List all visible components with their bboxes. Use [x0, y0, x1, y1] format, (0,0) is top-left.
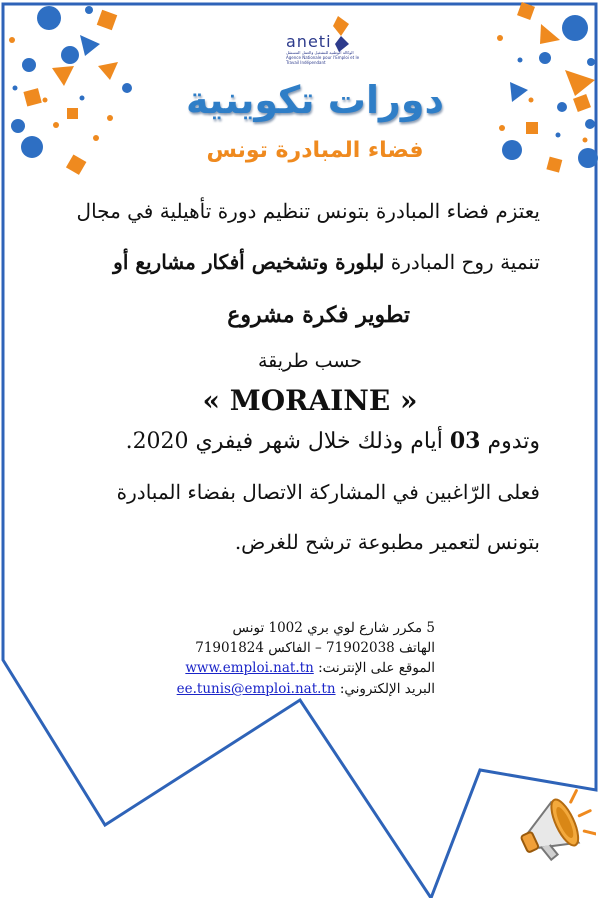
- confetti-top-right: [497, 2, 598, 173]
- body-line-2: [80, 250, 540, 274]
- duration-suffix: أيام وذلك خلال شهر فيفري 2020.: [125, 429, 443, 454]
- website-link[interactable]: www.emploi.nat.tn: [185, 660, 314, 676]
- email-link[interactable]: ee.tunis@emploi.nat.tn: [176, 681, 336, 697]
- body-line-7: فعلى الرّاغبين في المشاركة الاتصال بفضاء المبادرة: [116, 480, 540, 504]
- page-title: دورات تكوينية: [186, 78, 444, 122]
- body-line-8: بتونس لتعمير مطبوعة ترشح للغرض.: [234, 530, 540, 554]
- footer-phone: الهاتف 71902038 – الفاكس 71901824: [195, 640, 435, 656]
- body-line-2-normal: تنمية روح المبادرة: [390, 250, 540, 274]
- body-line-2-bold: لبلورة وتشخيص أفكار مشاريع أو: [113, 250, 385, 274]
- duration-prefix: وتدوم: [487, 429, 540, 454]
- page-subtitle: فضاء المبادرة تونس: [206, 138, 424, 163]
- website-label: الموقع على الإنترنت:: [318, 660, 435, 676]
- email-label: البريد الإلكتروني:: [339, 681, 435, 697]
- logo-tagline: الوكالة الوطنية للتشغيل والعمل المستقل Agence Nationale pour l'Emploi et le Travail Indépendant: [286, 50, 360, 65]
- method-name: « MORAINE »: [202, 384, 418, 417]
- logo-wordmark: aneti: [286, 32, 332, 51]
- footer-address: 5 مكرر شارع لوي بري 1002 تونس: [232, 620, 435, 636]
- footer-website-row: [160, 660, 435, 676]
- footer-email-row: [160, 681, 435, 697]
- body-line-3: تطوير فكرة مشروع: [227, 302, 410, 328]
- duration-days: 03: [449, 428, 481, 454]
- body-line-1: يعتزم فضاء المبادرة بتونس تنظيم دورة تأهيلية في مجال: [76, 199, 540, 223]
- body-line-4: حسب طريقة: [257, 350, 363, 372]
- megaphone-icon: [510, 782, 596, 874]
- duration-line: [125, 428, 540, 454]
- confetti-top-left: [9, 6, 132, 175]
